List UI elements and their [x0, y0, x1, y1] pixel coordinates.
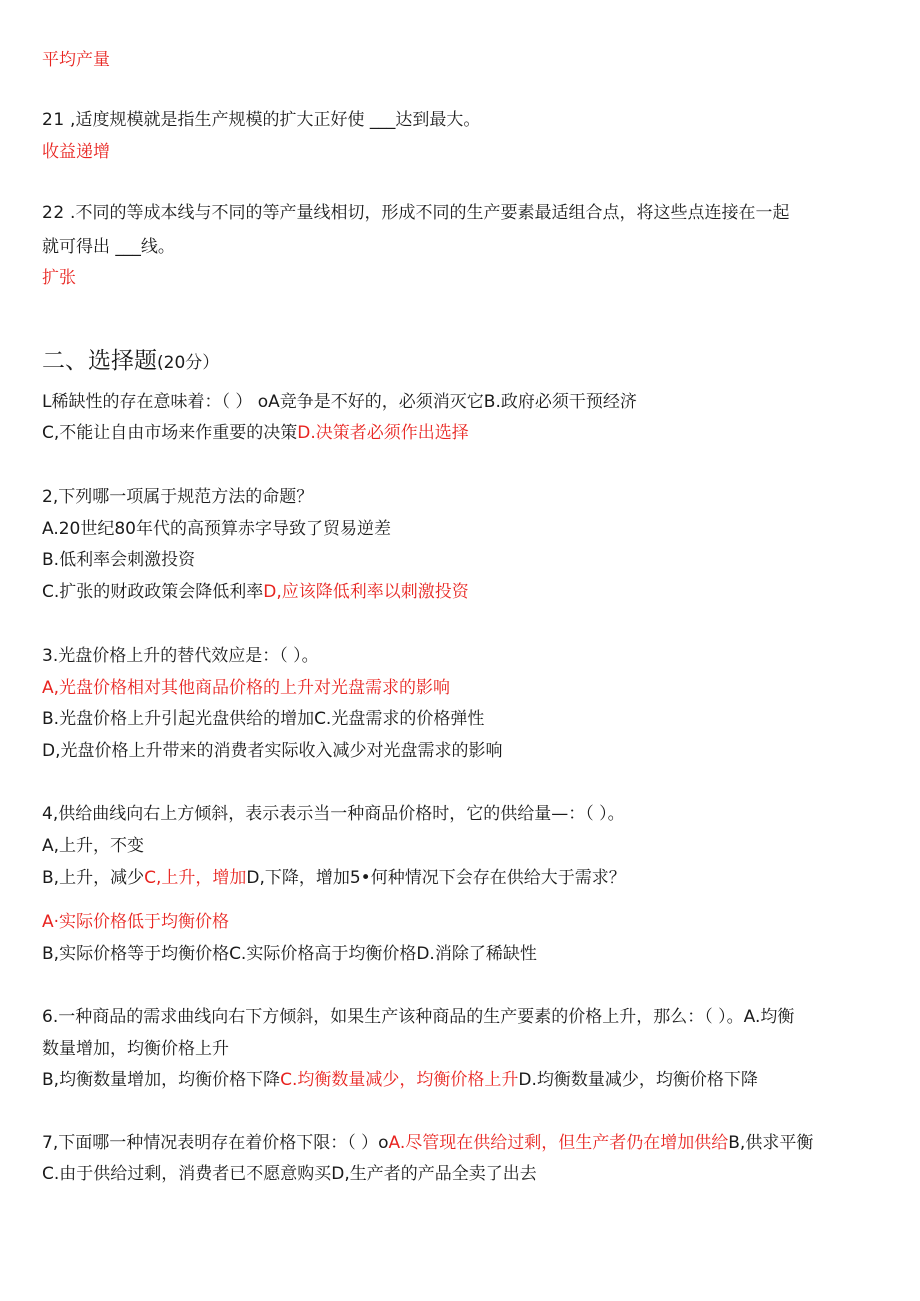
- choice-q4-stem: 4,供给曲线向右上方倾斜，表示表示当一种商品价格时，它的供给量—：（ ）。: [42, 804, 625, 824]
- answer-prev: 平均产量: [42, 50, 110, 70]
- option-text: B,上升，减少: [42, 868, 145, 888]
- choice-q3-stem: 3.光盘价格上升的替代效应是：（ ）。: [42, 646, 319, 666]
- option-text: D.均衡数量减少，均衡价格下降: [518, 1070, 758, 1090]
- choice-q2-stem: 2,下列哪一项属于规范方法的命题？: [42, 487, 314, 507]
- choice-q3-answer: A,光盘价格相对其他商品价格的上升对光盘需求的影响: [42, 678, 451, 698]
- choice-q2-option-cd: [42, 580, 469, 604]
- question-number: 21: [42, 110, 65, 130]
- choice-q4-option-a: A,上升，不变: [42, 836, 145, 856]
- separator: o: [378, 1133, 389, 1153]
- question-text: 7,下面哪一种情况表明存在着价格下限：（ ）: [42, 1133, 379, 1153]
- choice-q4-options: [42, 866, 626, 890]
- choice-q1-stem: L稀缺性的存在意味着：（ ） oA竞争是不好的，必须消灭它B.政府必须干预经济: [42, 392, 637, 412]
- question-22: [42, 201, 789, 225]
- question-21: [42, 108, 480, 132]
- choice-q3-option-bc: B.光盘价格上升引起光盘供给的增加C.光盘需求的价格弹性: [42, 709, 485, 729]
- question-number: 22: [42, 203, 65, 223]
- option-text: C,不能让自由市场来作重要的决策: [42, 423, 298, 443]
- option-text: B,均衡数量增加，均衡价格下降: [42, 1070, 281, 1090]
- option-text: B,供求平衡: [728, 1133, 814, 1153]
- choice-q5-options: B,实际价格等于均衡价格C.实际价格高于均衡价格D.消除了稀缺性: [42, 944, 537, 964]
- choice-q6-stem: 6.一种商品的需求曲线向右下方倾斜，如果生产该种商品的生产要素的价格上升，那么：（ ）。A.均衡: [42, 1007, 795, 1027]
- choice-q2-option-b: B.低利率会刺激投资: [42, 550, 196, 570]
- question-text: ,适度规模就是指生产规模的扩大正好使 ___达到最大。: [70, 110, 481, 130]
- choice-q5-answer: A·实际价格低于均衡价格: [42, 912, 230, 932]
- question-22-continued: 就可得出 ___线。: [42, 237, 175, 257]
- answer-option: A.尽管现在供给过剩，但生产者仍在增加供给: [388, 1133, 729, 1153]
- choice-q7-stem: [42, 1131, 813, 1155]
- option-text: C.扩张的财政政策会降低利率: [42, 582, 264, 602]
- answer-option: D.决策者必须作出选择: [297, 423, 469, 443]
- option-text: D,下降，增加5•何种情况下会存在供给大于需求？: [246, 868, 626, 888]
- answer-option: C,上升，增加: [144, 868, 247, 888]
- answer-22: 扩张: [42, 268, 76, 288]
- answer-option: C.均衡数量减少，均衡价格上升: [280, 1070, 519, 1090]
- question-text: .不同的等成本线与不同的等产量线相切，形成不同的生产要素最适组合点，将这些点连接在一起: [70, 203, 790, 223]
- section-score: (20分）: [157, 353, 220, 373]
- choice-q3-option-d: D,光盘价格上升带来的消费者实际收入减少对光盘需求的影响: [42, 741, 503, 761]
- choice-q1-options: [42, 421, 469, 445]
- choice-q6-options: [42, 1068, 758, 1092]
- choice-q6-stem-continued: 数量增加，均衡价格上升: [42, 1039, 229, 1059]
- answer-option: D,应该降低利率以刺激投资: [263, 582, 469, 602]
- choice-q2-option-a: A.20世纪80年代的高预算赤字导致了贸易逆差: [42, 519, 391, 539]
- answer-21: 收益递增: [42, 142, 110, 162]
- section-title: 二、选择题: [42, 348, 157, 374]
- choice-q7-options: C.由于供给过剩，消费者已不愿意购买D,生产者的产品全卖了出去: [42, 1164, 537, 1184]
- section-heading: [42, 349, 219, 375]
